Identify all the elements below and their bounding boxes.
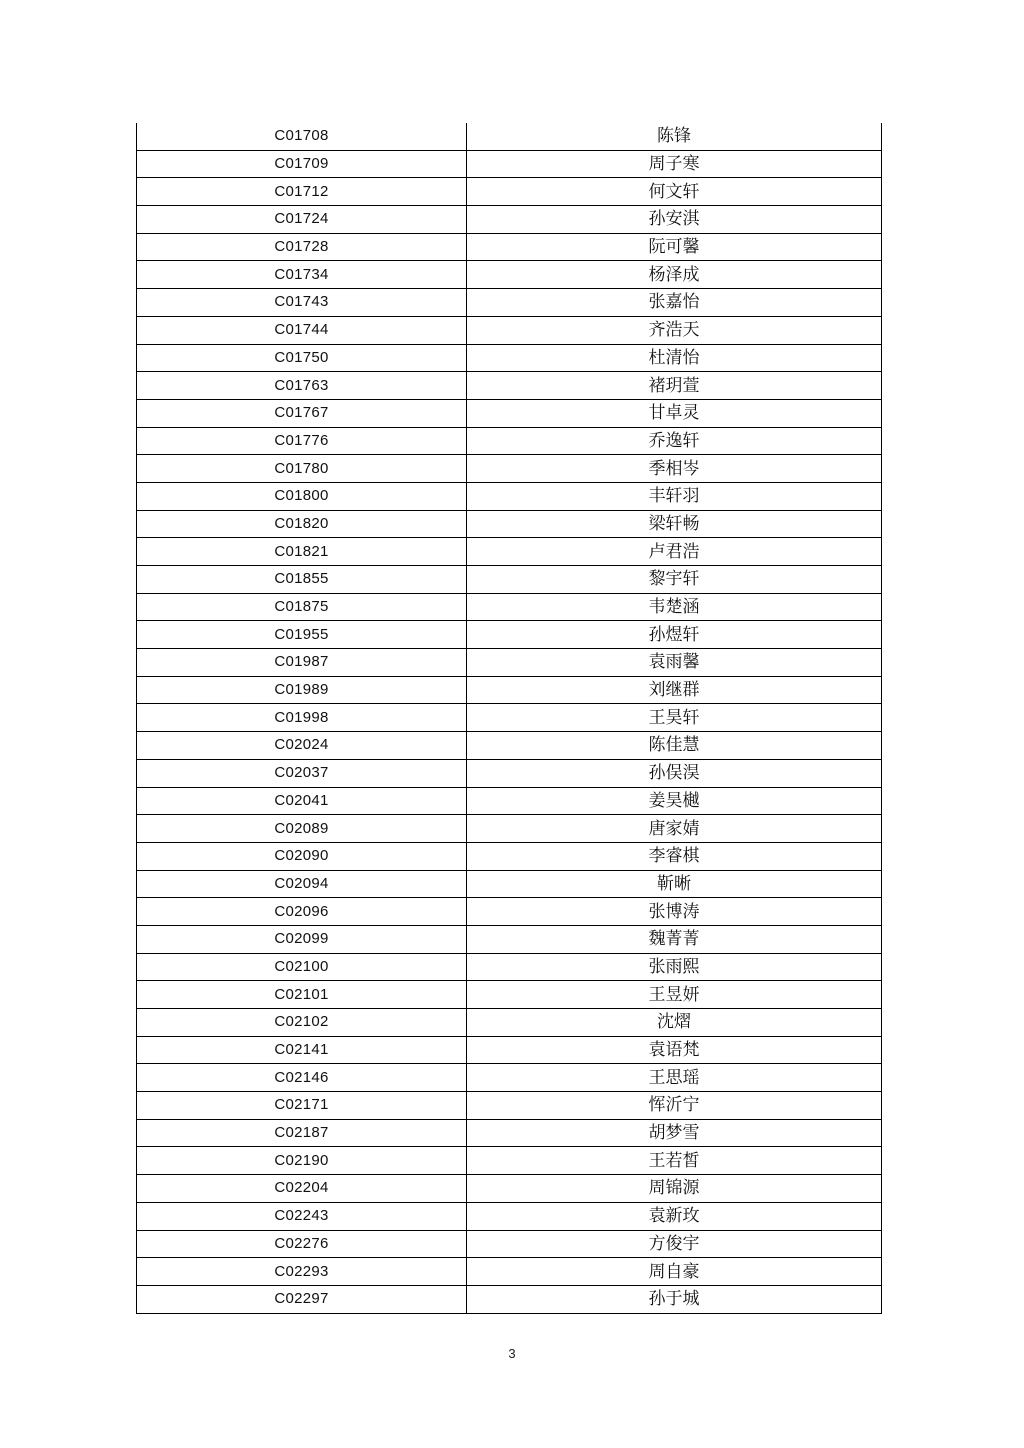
- table-row: [137, 1064, 882, 1092]
- candidate-id-cell: C02146: [137, 1064, 467, 1092]
- candidate-id-cell: C02024: [137, 732, 467, 760]
- candidate-id-cell: C02041: [137, 787, 467, 815]
- table-row: [137, 1092, 882, 1120]
- candidate-id-cell: C01800: [137, 482, 467, 510]
- table-row: [137, 1230, 882, 1258]
- candidate-name-cell: 乔逸轩: [467, 427, 882, 455]
- candidate-name-cell: 丰轩羽: [467, 482, 882, 510]
- candidate-name-cell: 靳晰: [467, 870, 882, 898]
- candidate-name-cell: 何文轩: [467, 178, 882, 206]
- candidate-id-cell: C01743: [137, 289, 467, 317]
- candidate-id-cell: C02190: [137, 1147, 467, 1175]
- table-row: [137, 316, 882, 344]
- table-row: [137, 566, 882, 594]
- candidate-id-cell: C02204: [137, 1175, 467, 1203]
- candidate-name-cell: 王思瑶: [467, 1064, 882, 1092]
- candidate-id-cell: C01767: [137, 399, 467, 427]
- candidate-name-cell: 张雨熙: [467, 953, 882, 981]
- table-row: [137, 870, 882, 898]
- table-row: [137, 732, 882, 760]
- table-row: [137, 842, 882, 870]
- roster-table: [136, 123, 882, 1314]
- candidate-id-cell: C01724: [137, 206, 467, 234]
- table-row: [137, 233, 882, 261]
- candidate-id-cell: C01734: [137, 261, 467, 289]
- candidate-id-cell: C01750: [137, 344, 467, 372]
- table-row: [137, 898, 882, 926]
- candidate-id-cell: C02171: [137, 1092, 467, 1120]
- table-row: [137, 1285, 882, 1313]
- table-row: [137, 1175, 882, 1203]
- candidate-name-cell: 唐家婧: [467, 815, 882, 843]
- candidate-id-cell: C02100: [137, 953, 467, 981]
- table-row: [137, 289, 882, 317]
- candidate-name-cell: 陈佳慧: [467, 732, 882, 760]
- candidate-name-cell: 孙于城: [467, 1285, 882, 1313]
- candidate-id-cell: C02187: [137, 1119, 467, 1147]
- candidate-id-cell: C01780: [137, 455, 467, 483]
- candidate-name-cell: 杨泽成: [467, 261, 882, 289]
- candidate-name-cell: 王昱妍: [467, 981, 882, 1009]
- table-row: [137, 372, 882, 400]
- candidate-name-cell: 孙安淇: [467, 206, 882, 234]
- table-row: [137, 953, 882, 981]
- candidate-name-cell: 袁新玫: [467, 1202, 882, 1230]
- candidate-id-cell: C01708: [137, 123, 467, 150]
- table-row: [137, 759, 882, 787]
- candidate-name-cell: 阮可馨: [467, 233, 882, 261]
- table-row: [137, 981, 882, 1009]
- roster-table-body: [137, 123, 882, 1313]
- candidate-id-cell: C01712: [137, 178, 467, 206]
- table-row: [137, 649, 882, 677]
- candidate-name-cell: 周子寒: [467, 150, 882, 178]
- candidate-id-cell: C01821: [137, 538, 467, 566]
- table-row: [137, 704, 882, 732]
- table-row: [137, 787, 882, 815]
- candidate-id-cell: C01776: [137, 427, 467, 455]
- candidate-id-cell: C01987: [137, 649, 467, 677]
- candidate-id-cell: C01989: [137, 676, 467, 704]
- candidate-name-cell: 褚玥萱: [467, 372, 882, 400]
- candidate-name-cell: 陈锋: [467, 123, 882, 150]
- candidate-id-cell: C01709: [137, 150, 467, 178]
- table-row: [137, 1036, 882, 1064]
- candidate-name-cell: 杜清怡: [467, 344, 882, 372]
- candidate-id-cell: C01855: [137, 566, 467, 594]
- candidate-name-cell: 周自豪: [467, 1258, 882, 1286]
- table-row: [137, 399, 882, 427]
- candidate-name-cell: 姜昊樾: [467, 787, 882, 815]
- table-row: [137, 621, 882, 649]
- candidate-name-cell: 李睿棋: [467, 842, 882, 870]
- candidate-id-cell: C02297: [137, 1285, 467, 1313]
- candidate-id-cell: C01820: [137, 510, 467, 538]
- table-row: [137, 510, 882, 538]
- table-row: [137, 1119, 882, 1147]
- table-row: [137, 1147, 882, 1175]
- table-row: [137, 178, 882, 206]
- table-row: [137, 593, 882, 621]
- candidate-name-cell: 卢君浩: [467, 538, 882, 566]
- candidate-id-cell: C02102: [137, 1009, 467, 1037]
- candidate-name-cell: 张博涛: [467, 898, 882, 926]
- candidate-name-cell: 袁雨馨: [467, 649, 882, 677]
- table-row: [137, 455, 882, 483]
- candidate-id-cell: C02101: [137, 981, 467, 1009]
- table-row: [137, 344, 882, 372]
- table-row: [137, 815, 882, 843]
- table-row: [137, 1009, 882, 1037]
- table-row: [137, 1202, 882, 1230]
- table-row: [137, 676, 882, 704]
- candidate-id-cell: C01728: [137, 233, 467, 261]
- candidate-name-cell: 刘继群: [467, 676, 882, 704]
- candidate-name-cell: 胡梦雪: [467, 1119, 882, 1147]
- table-row: [137, 482, 882, 510]
- candidate-id-cell: C01998: [137, 704, 467, 732]
- candidate-id-cell: C01744: [137, 316, 467, 344]
- candidate-id-cell: C01875: [137, 593, 467, 621]
- candidate-name-cell: 孙煜轩: [467, 621, 882, 649]
- table-row: [137, 206, 882, 234]
- candidate-name-cell: 张嘉怡: [467, 289, 882, 317]
- candidate-name-cell: 韦楚涵: [467, 593, 882, 621]
- table-row: [137, 261, 882, 289]
- table-row: [137, 538, 882, 566]
- candidate-id-cell: C02293: [137, 1258, 467, 1286]
- candidate-id-cell: C02094: [137, 870, 467, 898]
- candidate-name-cell: 齐浩天: [467, 316, 882, 344]
- candidate-id-cell: C02099: [137, 925, 467, 953]
- candidate-name-cell: 季相岑: [467, 455, 882, 483]
- candidate-id-cell: C02096: [137, 898, 467, 926]
- candidate-id-cell: C02037: [137, 759, 467, 787]
- table-row: [137, 925, 882, 953]
- candidate-name-cell: 王昊轩: [467, 704, 882, 732]
- candidate-name-cell: 孙俣淏: [467, 759, 882, 787]
- candidate-name-cell: 甘卓灵: [467, 399, 882, 427]
- table-row: [137, 427, 882, 455]
- candidate-name-cell: 袁语梵: [467, 1036, 882, 1064]
- candidate-name-cell: 魏菁菁: [467, 925, 882, 953]
- candidate-id-cell: C01763: [137, 372, 467, 400]
- candidate-name-cell: 黎宇轩: [467, 566, 882, 594]
- candidate-id-cell: C02276: [137, 1230, 467, 1258]
- candidate-id-cell: C02141: [137, 1036, 467, 1064]
- candidate-id-cell: C02243: [137, 1202, 467, 1230]
- candidate-name-cell: 沈熠: [467, 1009, 882, 1037]
- candidate-id-cell: C01955: [137, 621, 467, 649]
- candidate-name-cell: 周锦源: [467, 1175, 882, 1203]
- candidate-id-cell: C02089: [137, 815, 467, 843]
- page-number: 3: [508, 1346, 516, 1361]
- candidate-name-cell: 方俊宇: [467, 1230, 882, 1258]
- table-row: [137, 150, 882, 178]
- candidate-name-cell: 恽沂宁: [467, 1092, 882, 1120]
- table-row: [137, 123, 882, 150]
- candidate-name-cell: 王若皙: [467, 1147, 882, 1175]
- candidate-id-cell: C02090: [137, 842, 467, 870]
- table-row: [137, 1258, 882, 1286]
- candidate-name-cell: 梁轩畅: [467, 510, 882, 538]
